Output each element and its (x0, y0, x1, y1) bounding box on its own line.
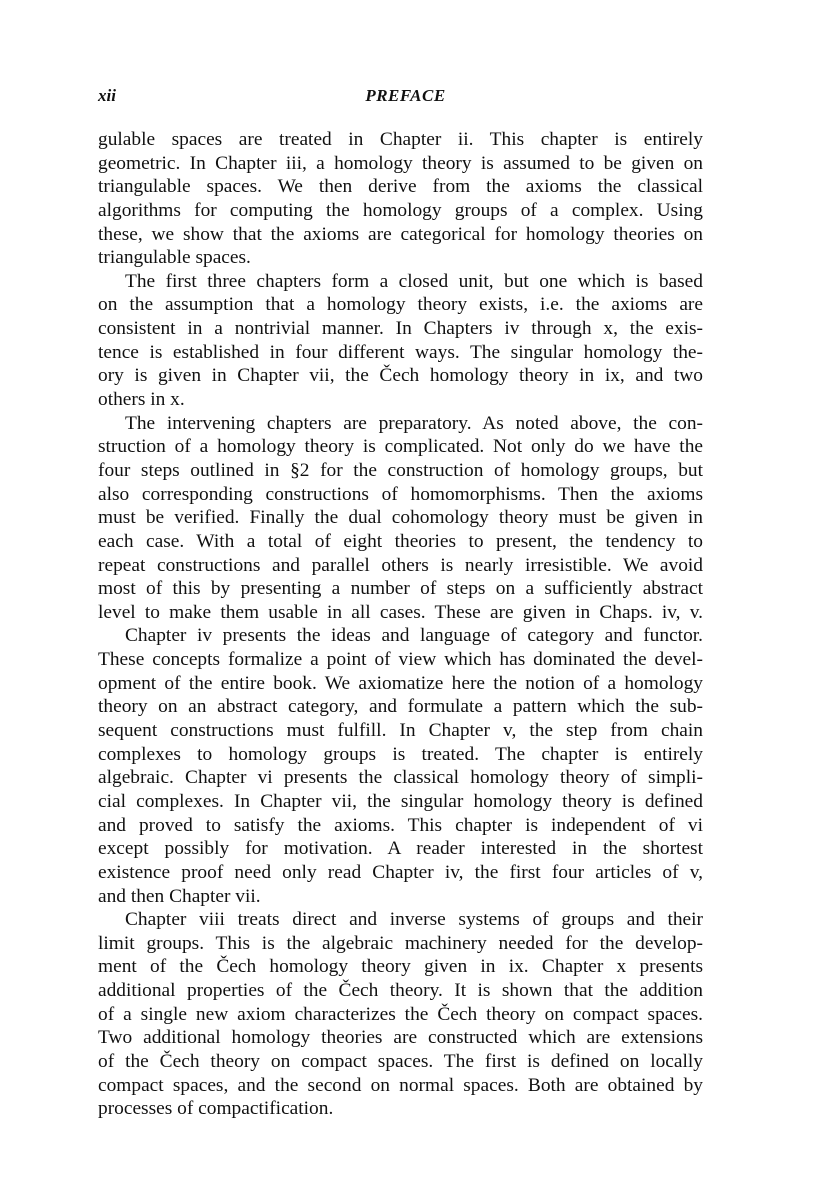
text-line: triangulable spaces. We then derive from the axioms the classical (98, 176, 703, 198)
text-line: existence proof need only read Chapter iv, the first four articles of v, (98, 861, 703, 883)
text-line: cial complexes. In Chapter vii, the singular homology theory is defined (98, 790, 703, 812)
text-line: ment of the Čech homology theory given in ix. Chapter x presents (98, 956, 703, 978)
text-line: compact spaces, and the second on normal spaces. Both are obtained by (98, 1074, 703, 1096)
text-line: most of this by presenting a number of steps on a sufficiently abstract (98, 578, 703, 600)
text-line: ory is given in Chapter vii, the Čech homology theory in ix, and two (98, 365, 703, 387)
text-line: and proved to satisfy the axioms. This chapter is independent of vi (98, 814, 703, 836)
paragraph-first-line: Chapter iv presents the ideas and language of category and functor. (125, 625, 703, 647)
text-line: theory on an abstract category, and formulate a pattern which the sub- (98, 696, 703, 718)
text-line: processes of compactification. (98, 1098, 334, 1120)
text-line: consistent in a nontrivial manner. In Chapters iv through x, the exis- (98, 318, 703, 340)
text-line: of the Čech theory on compact spaces. The first is defined on locally (98, 1050, 703, 1072)
running-head (98, 86, 703, 110)
paragraph-first-line: Chapter viii treats direct and inverse systems of groups and their (125, 909, 703, 931)
text-line: struction of a homology theory is complicated. Not only do we have the (98, 436, 703, 458)
text-line: others in x. (98, 389, 185, 411)
text-line: these, we show that the axioms are categorical for homology theories on (98, 223, 703, 245)
text-line: and then Chapter vii. (98, 885, 261, 907)
text-line: Two additional homology theories are constructed which are extensions (98, 1027, 703, 1049)
text-line: algebraic. Chapter vi presents the classical homology theory of simpli- (98, 767, 703, 789)
text-line: geometric. In Chapter iii, a homology theory is assumed to be given on (98, 152, 703, 174)
text-line: on the assumption that a homology theory exists, i.e. the axioms are (98, 294, 703, 316)
text-line: limit groups. This is the algebraic machinery needed for the develop- (98, 932, 703, 954)
text-line: additional properties of the Čech theory. It is shown that the addition (98, 980, 703, 1002)
text-line: algorithms for computing the homology groups of a complex. Using (98, 199, 703, 221)
preface-body-text (98, 128, 703, 1121)
text-line: complexes to homology groups is treated. The chapter is entirely (98, 743, 703, 765)
running-title: PREFACE (365, 86, 446, 105)
text-line: repeat constructions and parallel others is nearly irresistible. We avoid (98, 554, 703, 576)
text-line: except possibly for motivation. A reader interested in the shortest (98, 838, 703, 860)
text-line: also corresponding constructions of homomorphisms. Then the axioms (98, 483, 703, 505)
text-line: each case. With a total of eight theories to present, the tendency to (98, 530, 703, 552)
text-line: four steps outlined in §2 for the construction of homology groups, but (98, 459, 703, 481)
text-line: level to make them usable in all cases. These are given in Chaps. iv, v. (98, 601, 703, 623)
paragraph-first-line: The intervening chapters are preparatory. As noted above, the con- (125, 412, 703, 434)
text-line: gulable spaces are treated in Chapter ii. This chapter is entirely (98, 129, 703, 150)
text-line: These concepts formalize a point of view which has dominated the devel- (98, 649, 703, 671)
text-line: of a single new axiom characterizes the Čech theory on compact spaces. (98, 1003, 703, 1025)
text-line: opment of the entire book. We axiomatize here the notion of a homology (98, 672, 703, 694)
text-line: sequent constructions must fulfill. In Chapter v, the step from chain (98, 720, 703, 742)
paragraph-first-line: The first three chapters form a closed unit, but one which is based (125, 270, 703, 292)
page-number: xii (98, 86, 116, 105)
text-line: must be verified. Finally the dual cohomology theory must be given in (98, 507, 703, 529)
text-line: tence is established in four different ways. The singular homology the- (98, 341, 703, 363)
text-line: triangulable spaces. (98, 247, 251, 269)
